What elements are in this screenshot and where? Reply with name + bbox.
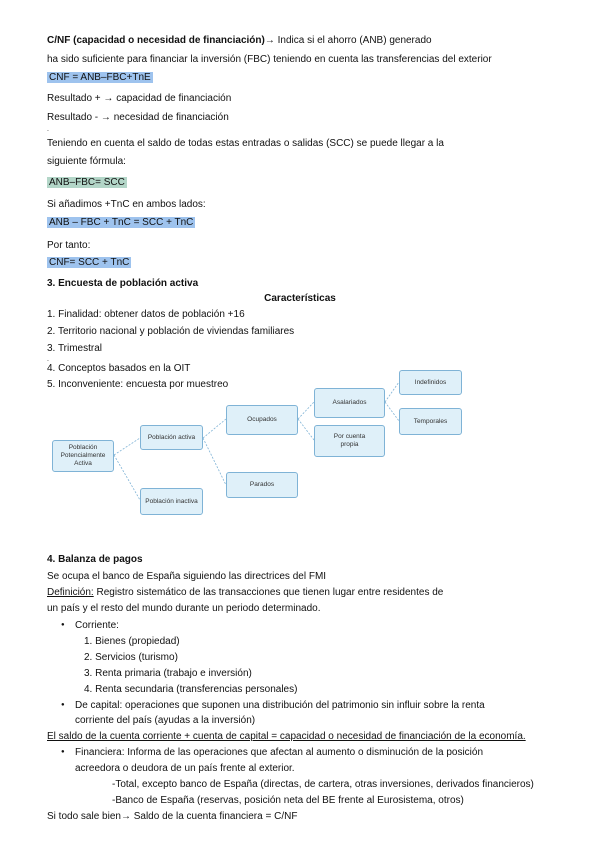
epa-item: 4. Conceptos basados en la OIT (47, 363, 191, 374)
bullet-financiera: ● Financiera: Informa de las operaciones que afectan al aumento o disminución de la posición (75, 746, 483, 759)
connector (298, 402, 314, 419)
formula-tnc: ANB – FBC + TnC = SCC + TnC (49, 217, 194, 228)
balanza-definition: Definición: Registro sistemático de las transacciones que tienen lugar entre residentes de (47, 587, 444, 598)
connector (385, 402, 399, 421)
dot-separator: . (47, 126, 49, 133)
saldo-statement: El saldo de la cuenta corriente + cuenta de capital = capacidad o necesidad de financiación de la economía. (47, 731, 526, 742)
epa-subheading: Características (264, 293, 336, 304)
node-cuenta-propia: Por cuenta propia (314, 425, 385, 457)
cnf-title-rest: → Indica si el ahorro (ANB) generado (264, 35, 432, 46)
result-positive: Resultado + → capacidad de financiación (47, 93, 232, 104)
formula-cnf: CNF = ANB–FBC+TnE (49, 72, 151, 83)
cnf-title: C/NF (capacidad o necesidad de financiación) (47, 35, 265, 46)
definition-label: Definición: (47, 587, 94, 598)
corriente-item: 4. Renta secundaria (transferencias personales) (84, 684, 298, 695)
financiera-total: -Total, excepto banco de España (directas, de cartera, otras inversiones, derivados financieros) (112, 779, 534, 790)
epa-item: 1. Finalidad: obtener datos de población +16 (47, 309, 245, 320)
connector (203, 419, 226, 438)
connector (203, 438, 226, 485)
connector (385, 382, 399, 402)
connector (114, 438, 140, 455)
balanza-intro: Se ocupa el banco de España siguiendo las directrices del FMI (47, 571, 327, 582)
connector (298, 419, 314, 440)
node-poblacion-potencial: Población Potencialmente Activa (52, 440, 114, 472)
financiera-line2: acreedora o deudora de un país frente al exterior. (75, 763, 295, 774)
corriente-item: 1. Bienes (propiedad) (84, 636, 180, 647)
capital-line2: corriente del país (ayudas a la inversión) (75, 715, 256, 726)
epa-item: 2. Territorio nacional y población de viviendas familiares (47, 326, 295, 337)
saldo-line1: Teniendo en cuenta el saldo de todas estas entradas o salidas (SCC) se puede llegar a la (47, 138, 444, 149)
balanza-heading: 4. Balanza de pagos (47, 554, 143, 565)
node-poblacion-activa: Población activa (140, 425, 203, 450)
epa-dot: . (47, 356, 49, 363)
node-poblacion-inactiva: Población inactiva (140, 488, 203, 515)
add-tnc: Si añadimos +TnC en ambos lados: (47, 199, 206, 210)
formula-scc: ANB–FBC= SCC (49, 177, 125, 188)
connector (114, 455, 140, 500)
cnf-line2: ha sido suficiente para financiar la inversión (FBC) teniendo en cuenta las transferencias del exterior (47, 54, 492, 65)
corriente-item: 3. Renta primaria (trabajo e inversión) (84, 668, 252, 679)
node-ocupados: Ocupados (226, 405, 298, 435)
epa-heading: 3. Encuesta de población activa (47, 278, 199, 289)
node-asalariados: Asalariados (314, 388, 385, 418)
epa-item: 3. Trimestral (47, 343, 103, 354)
epa-item: 5. Inconveniente: encuesta por muestreo (47, 379, 229, 390)
formula-final: CNF= SCC + TnC (49, 257, 130, 268)
por-tanto: Por tanto: (47, 240, 91, 251)
balanza-final: Si todo sale bien→ Saldo de la cuenta financiera = C/NF (47, 811, 298, 822)
bullet-corriente: ● Corriente: (75, 619, 119, 632)
result-negative: Resultado - → necesidad de financiación (47, 112, 229, 123)
saldo-line2: siguiente fórmula: (47, 156, 126, 167)
balanza-definition-2: un país y el resto del mundo durante un periodo determinado. (47, 603, 321, 614)
node-indefinidos: Indefinidos (399, 370, 462, 395)
bullet-capital: ● De capital: operaciones que suponen una distribución del patrimonio sin influir sobre la renta (75, 699, 485, 712)
financiera-banco: -Banco de España (reservas, posición neta del BE frente al Eurosistema, otros) (112, 795, 464, 806)
corriente-item: 2. Servicios (turismo) (84, 652, 178, 663)
node-temporales: Temporales (399, 408, 462, 435)
node-parados: Parados (226, 472, 298, 498)
